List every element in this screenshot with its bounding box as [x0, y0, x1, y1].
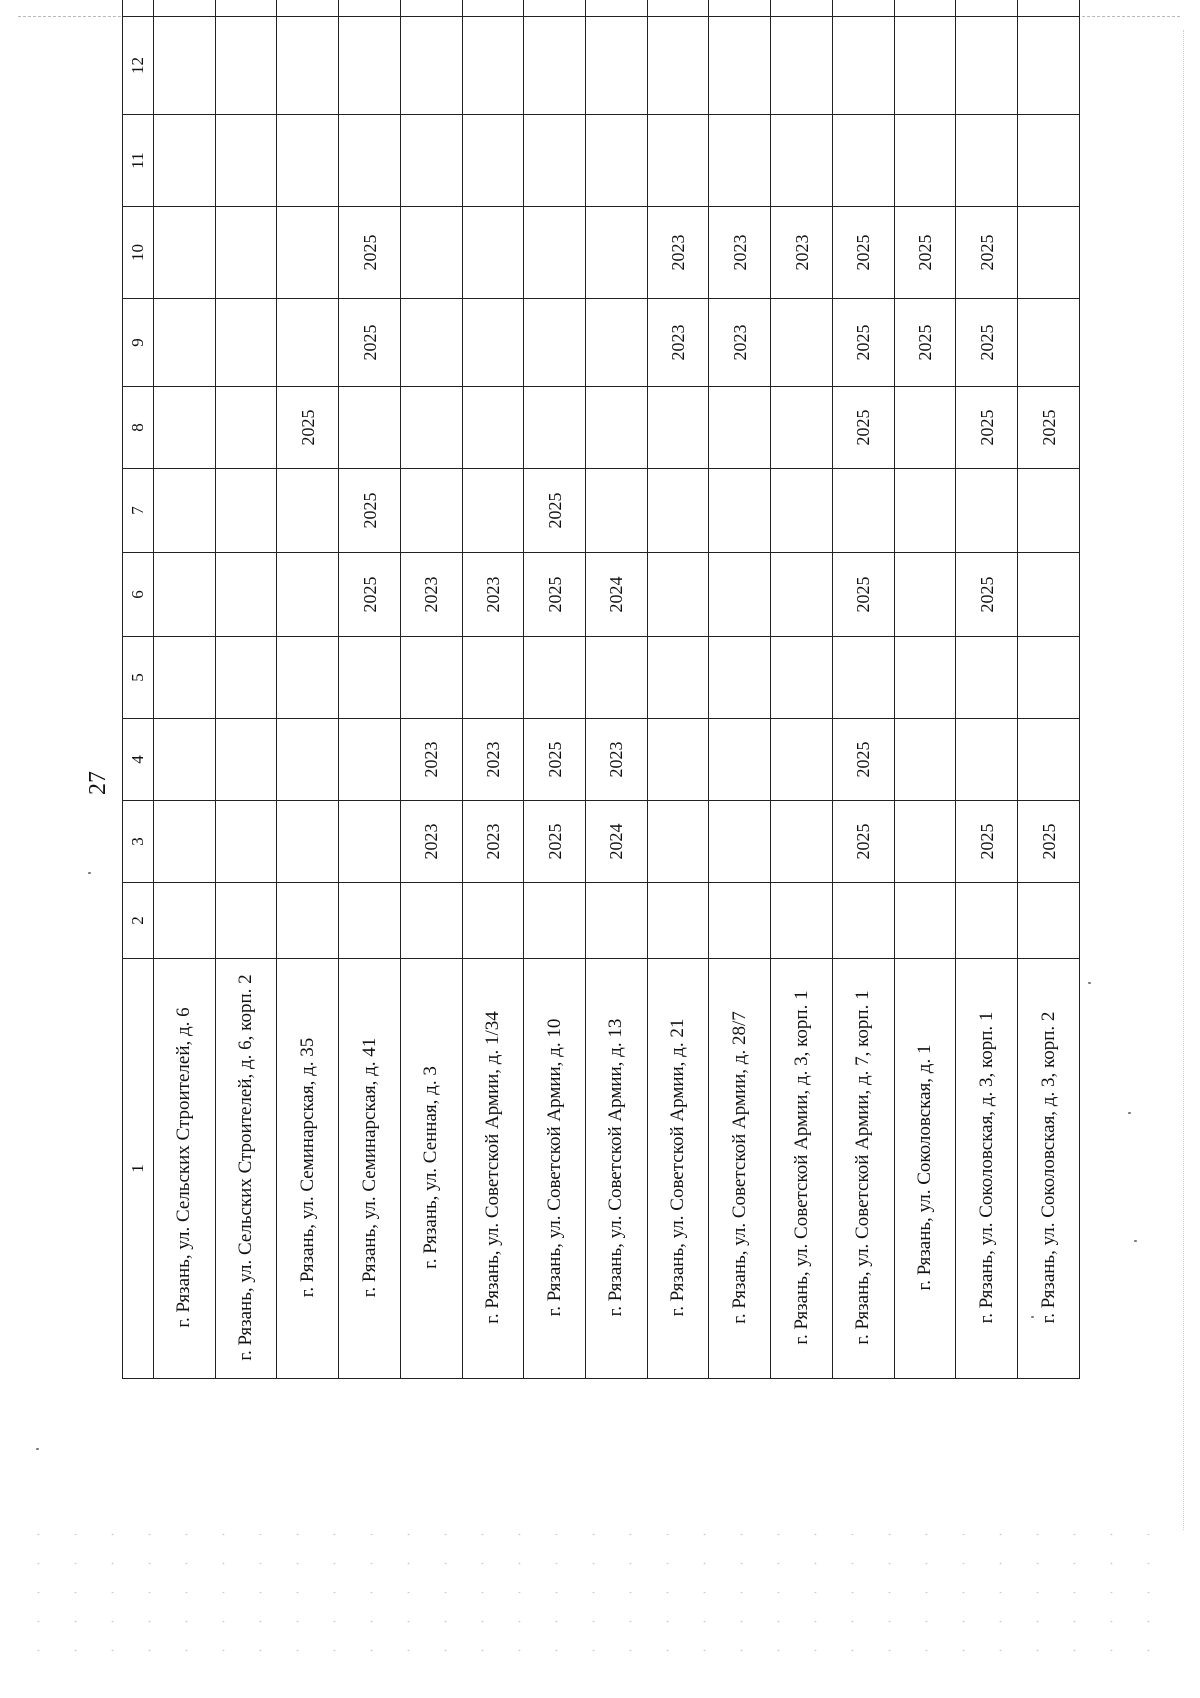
year-cell — [215, 0, 277, 17]
year-cell: 2023 — [462, 553, 524, 637]
year-cell — [154, 299, 216, 387]
year-cell: 2023 — [647, 299, 709, 387]
year-cell — [339, 115, 401, 207]
column-header: 7 — [123, 469, 154, 553]
year-cell — [462, 299, 524, 387]
year-cell — [524, 883, 586, 959]
year-cell — [1018, 17, 1080, 115]
year-cell — [647, 17, 709, 115]
year-cell — [462, 0, 524, 17]
year-cell: 2025 — [956, 553, 1018, 637]
address-cell: г. Рязань, ул. Советской Армии, д. 7, корп. 1 — [832, 959, 894, 1379]
year-cell — [894, 883, 956, 959]
year-cell — [956, 115, 1018, 207]
year-cell — [771, 115, 833, 207]
year-cell — [709, 387, 771, 469]
address-cell: г. Рязань, ул. Советской Армии, д. 10 — [524, 959, 586, 1379]
year-cell — [586, 0, 648, 17]
year-cell — [1018, 719, 1080, 801]
year-cell: 2025 — [524, 469, 586, 553]
year-cell — [647, 719, 709, 801]
year-cell: 2025 — [832, 299, 894, 387]
year-cell — [647, 883, 709, 959]
year-cell — [647, 387, 709, 469]
address-cell: г. Рязань, ул. Советской Армии, д. 13 — [586, 959, 648, 1379]
column-header: 5 — [123, 637, 154, 719]
year-cell — [339, 637, 401, 719]
scan-speck — [1031, 1316, 1034, 1318]
year-cell — [215, 207, 277, 299]
year-cell: 2023 — [771, 207, 833, 299]
year-cell — [586, 299, 648, 387]
year-cell — [277, 719, 339, 801]
table-row — [771, 0, 833, 1379]
year-cell — [586, 637, 648, 719]
year-cell: 2025 — [1018, 801, 1080, 883]
year-cell — [339, 17, 401, 115]
year-cell — [154, 207, 216, 299]
year-cell — [400, 883, 462, 959]
year-cell: 2025 — [339, 553, 401, 637]
year-cell — [771, 801, 833, 883]
year-cell — [462, 637, 524, 719]
year-cell — [215, 801, 277, 883]
year-cell — [215, 299, 277, 387]
year-cell — [586, 883, 648, 959]
year-cell — [524, 387, 586, 469]
address-cell: г. Рязань, ул. Советской Армии, д. 21 — [647, 959, 709, 1379]
year-cell — [524, 0, 586, 17]
year-cell — [586, 387, 648, 469]
year-cell — [400, 637, 462, 719]
year-cell — [215, 553, 277, 637]
column-header: 4 — [123, 719, 154, 801]
year-cell — [709, 637, 771, 719]
year-cell — [832, 0, 894, 17]
year-cell — [277, 883, 339, 959]
year-cell — [709, 801, 771, 883]
year-cell — [339, 387, 401, 469]
table-row — [524, 0, 586, 1379]
scan-speck — [88, 872, 91, 874]
year-cell — [709, 0, 771, 17]
year-cell — [154, 801, 216, 883]
scan-noise — [20, 1520, 1180, 1670]
year-cell — [647, 469, 709, 553]
rotated-table-container — [122, 34, 1080, 1379]
year-cell — [215, 17, 277, 115]
year-cell: 2025 — [1018, 387, 1080, 469]
year-cell — [1018, 883, 1080, 959]
year-cell — [771, 299, 833, 387]
year-cell — [400, 387, 462, 469]
year-cell: 2025 — [524, 719, 586, 801]
year-cell: 2025 — [832, 719, 894, 801]
year-cell — [1018, 637, 1080, 719]
year-cell: 2025 — [339, 299, 401, 387]
year-cell — [1018, 115, 1080, 207]
year-cell: 2023 — [462, 719, 524, 801]
year-cell: 2025 — [894, 299, 956, 387]
year-cell — [709, 553, 771, 637]
year-cell — [709, 719, 771, 801]
table-row — [154, 0, 216, 1379]
year-cell — [647, 553, 709, 637]
year-cell — [894, 553, 956, 637]
year-cell: 2023 — [400, 719, 462, 801]
column-header: 3 — [123, 801, 154, 883]
year-cell — [154, 637, 216, 719]
year-cell: 2023 — [709, 299, 771, 387]
column-header: 8 — [123, 387, 154, 469]
year-cell: 2023 — [647, 207, 709, 299]
table-row — [832, 0, 894, 1379]
year-cell — [277, 0, 339, 17]
year-cell: 2025 — [956, 801, 1018, 883]
year-cell — [400, 17, 462, 115]
scan-speck — [36, 1448, 39, 1450]
year-cell — [462, 17, 524, 115]
year-cell — [956, 719, 1018, 801]
year-cell — [462, 883, 524, 959]
year-cell — [586, 115, 648, 207]
year-cell — [832, 17, 894, 115]
year-cell — [154, 553, 216, 637]
page-number: 27 — [85, 771, 111, 795]
year-cell — [832, 637, 894, 719]
year-cell — [586, 17, 648, 115]
scan-speck — [1134, 1240, 1137, 1242]
year-cell: 2025 — [832, 801, 894, 883]
year-cell — [894, 17, 956, 115]
column-header: 12 — [123, 17, 154, 115]
year-cell — [894, 719, 956, 801]
year-cell: 2025 — [956, 207, 1018, 299]
year-cell — [1018, 207, 1080, 299]
year-cell — [956, 883, 1018, 959]
year-cell — [956, 469, 1018, 553]
year-cell: 2023 — [400, 553, 462, 637]
table-row — [1018, 0, 1080, 1379]
year-cell — [154, 469, 216, 553]
year-cell — [771, 387, 833, 469]
year-cell — [215, 637, 277, 719]
address-cell: г. Рязань, ул. Советской Армии, д. 3, корп. 1 — [771, 959, 833, 1379]
year-cell — [400, 469, 462, 553]
year-cell: 2025 — [832, 207, 894, 299]
column-header: 11 — [123, 115, 154, 207]
year-cell — [709, 17, 771, 115]
year-cell — [277, 17, 339, 115]
address-cell: г. Рязань, ул. Соколовская, д. 3, корп. 2 — [1018, 959, 1080, 1379]
year-cell — [277, 207, 339, 299]
year-cell: 2025 — [524, 801, 586, 883]
year-cell — [215, 469, 277, 553]
year-cell — [339, 0, 401, 17]
column-header: 6 — [123, 553, 154, 637]
year-cell — [832, 115, 894, 207]
year-cell — [709, 883, 771, 959]
table-row — [586, 0, 648, 1379]
year-cell: 2025 — [956, 299, 1018, 387]
year-cell: 2025 — [832, 553, 894, 637]
year-cell — [586, 207, 648, 299]
scan-speck — [1088, 982, 1091, 984]
year-cell — [524, 637, 586, 719]
year-cell — [647, 0, 709, 17]
year-cell — [894, 469, 956, 553]
year-cell: 2025 — [524, 553, 586, 637]
address-cell: г. Рязань, ул. Сельских Строителей, д. 6, корп. 2 — [215, 959, 277, 1379]
address-cell: г. Рязань, ул. Сельских Строителей, д. 6 — [154, 959, 216, 1379]
year-cell — [647, 115, 709, 207]
year-cell — [339, 719, 401, 801]
year-cell — [400, 207, 462, 299]
year-cell — [1018, 553, 1080, 637]
year-cell — [462, 387, 524, 469]
year-cell — [524, 299, 586, 387]
year-cell — [771, 0, 833, 17]
year-cell — [771, 469, 833, 553]
year-cell — [277, 801, 339, 883]
year-cell — [277, 637, 339, 719]
year-cell — [400, 0, 462, 17]
year-cell: 2023 — [462, 801, 524, 883]
year-cell — [215, 883, 277, 959]
year-cell — [894, 637, 956, 719]
year-cell — [154, 719, 216, 801]
column-header: 1 — [123, 959, 154, 1379]
address-cell: г. Рязань, ул. Сенная, д. 3 — [400, 959, 462, 1379]
year-cell — [586, 469, 648, 553]
year-cell — [956, 17, 1018, 115]
year-cell: 2023 — [400, 801, 462, 883]
year-cell: 2024 — [586, 801, 648, 883]
table-row — [339, 0, 401, 1379]
scan-edge-right — [1183, 30, 1184, 1530]
year-cell — [647, 801, 709, 883]
year-cell — [832, 883, 894, 959]
year-cell: 2025 — [339, 207, 401, 299]
column-header: 10 — [123, 207, 154, 299]
year-cell — [894, 801, 956, 883]
year-cell — [215, 719, 277, 801]
table-row — [215, 0, 277, 1379]
year-cell — [709, 469, 771, 553]
year-cell — [154, 0, 216, 17]
year-cell — [277, 553, 339, 637]
scan-speck — [1128, 1112, 1131, 1114]
table-row — [647, 0, 709, 1379]
address-cell: г. Рязань, ул. Советской Армии, д. 1/34 — [462, 959, 524, 1379]
year-cell — [154, 17, 216, 115]
year-cell — [771, 17, 833, 115]
year-cell — [277, 469, 339, 553]
year-cell — [339, 883, 401, 959]
year-cell: 2025 — [894, 207, 956, 299]
address-cell: г. Рязань, ул. Соколовская, д. 3, корп. 1 — [956, 959, 1018, 1379]
address-cell: г. Рязань, ул. Семинарская, д. 35 — [277, 959, 339, 1379]
year-cell — [709, 115, 771, 207]
address-cell: г. Рязань, ул. Соколовская, д. 1 — [894, 959, 956, 1379]
year-cell — [462, 469, 524, 553]
year-cell — [524, 115, 586, 207]
address-cell: г. Рязань, ул. Семинарская, д. 41 — [339, 959, 401, 1379]
table-row — [709, 0, 771, 1379]
year-cell — [524, 207, 586, 299]
table-row — [277, 0, 339, 1379]
address-cell: г. Рязань, ул. Советской Армии, д. 28/7 — [709, 959, 771, 1379]
year-cell — [154, 387, 216, 469]
year-cell: 2025 — [832, 387, 894, 469]
year-cell — [956, 0, 1018, 17]
table-row — [462, 0, 524, 1379]
registry-table-body — [123, 0, 1080, 1379]
year-cell — [832, 469, 894, 553]
column-header: 2 — [123, 883, 154, 959]
year-cell — [339, 801, 401, 883]
year-cell: 2025 — [339, 469, 401, 553]
year-cell — [1018, 469, 1080, 553]
year-cell — [1018, 299, 1080, 387]
year-cell — [524, 17, 586, 115]
year-cell — [400, 115, 462, 207]
year-cell — [215, 387, 277, 469]
year-cell — [154, 883, 216, 959]
year-cell — [771, 883, 833, 959]
table-row — [400, 0, 462, 1379]
year-cell: 2024 — [586, 553, 648, 637]
year-cell — [400, 299, 462, 387]
year-cell — [462, 115, 524, 207]
year-cell — [462, 207, 524, 299]
year-cell — [277, 299, 339, 387]
year-cell — [1018, 0, 1080, 17]
column-header: 9 — [123, 299, 154, 387]
table-header-row — [123, 0, 154, 1379]
table-row — [894, 0, 956, 1379]
year-cell — [894, 387, 956, 469]
year-cell: 2023 — [709, 207, 771, 299]
year-cell: 2023 — [586, 719, 648, 801]
year-cell: 2025 — [956, 387, 1018, 469]
year-cell: 2025 — [277, 387, 339, 469]
column-header — [123, 0, 154, 17]
year-cell — [771, 553, 833, 637]
year-cell — [894, 0, 956, 17]
year-cell — [215, 115, 277, 207]
registry-table — [122, 0, 1080, 1379]
year-cell — [894, 115, 956, 207]
year-cell — [647, 637, 709, 719]
year-cell — [277, 115, 339, 207]
year-cell — [771, 637, 833, 719]
table-row — [956, 0, 1018, 1379]
year-cell — [154, 115, 216, 207]
year-cell — [956, 637, 1018, 719]
year-cell — [771, 719, 833, 801]
